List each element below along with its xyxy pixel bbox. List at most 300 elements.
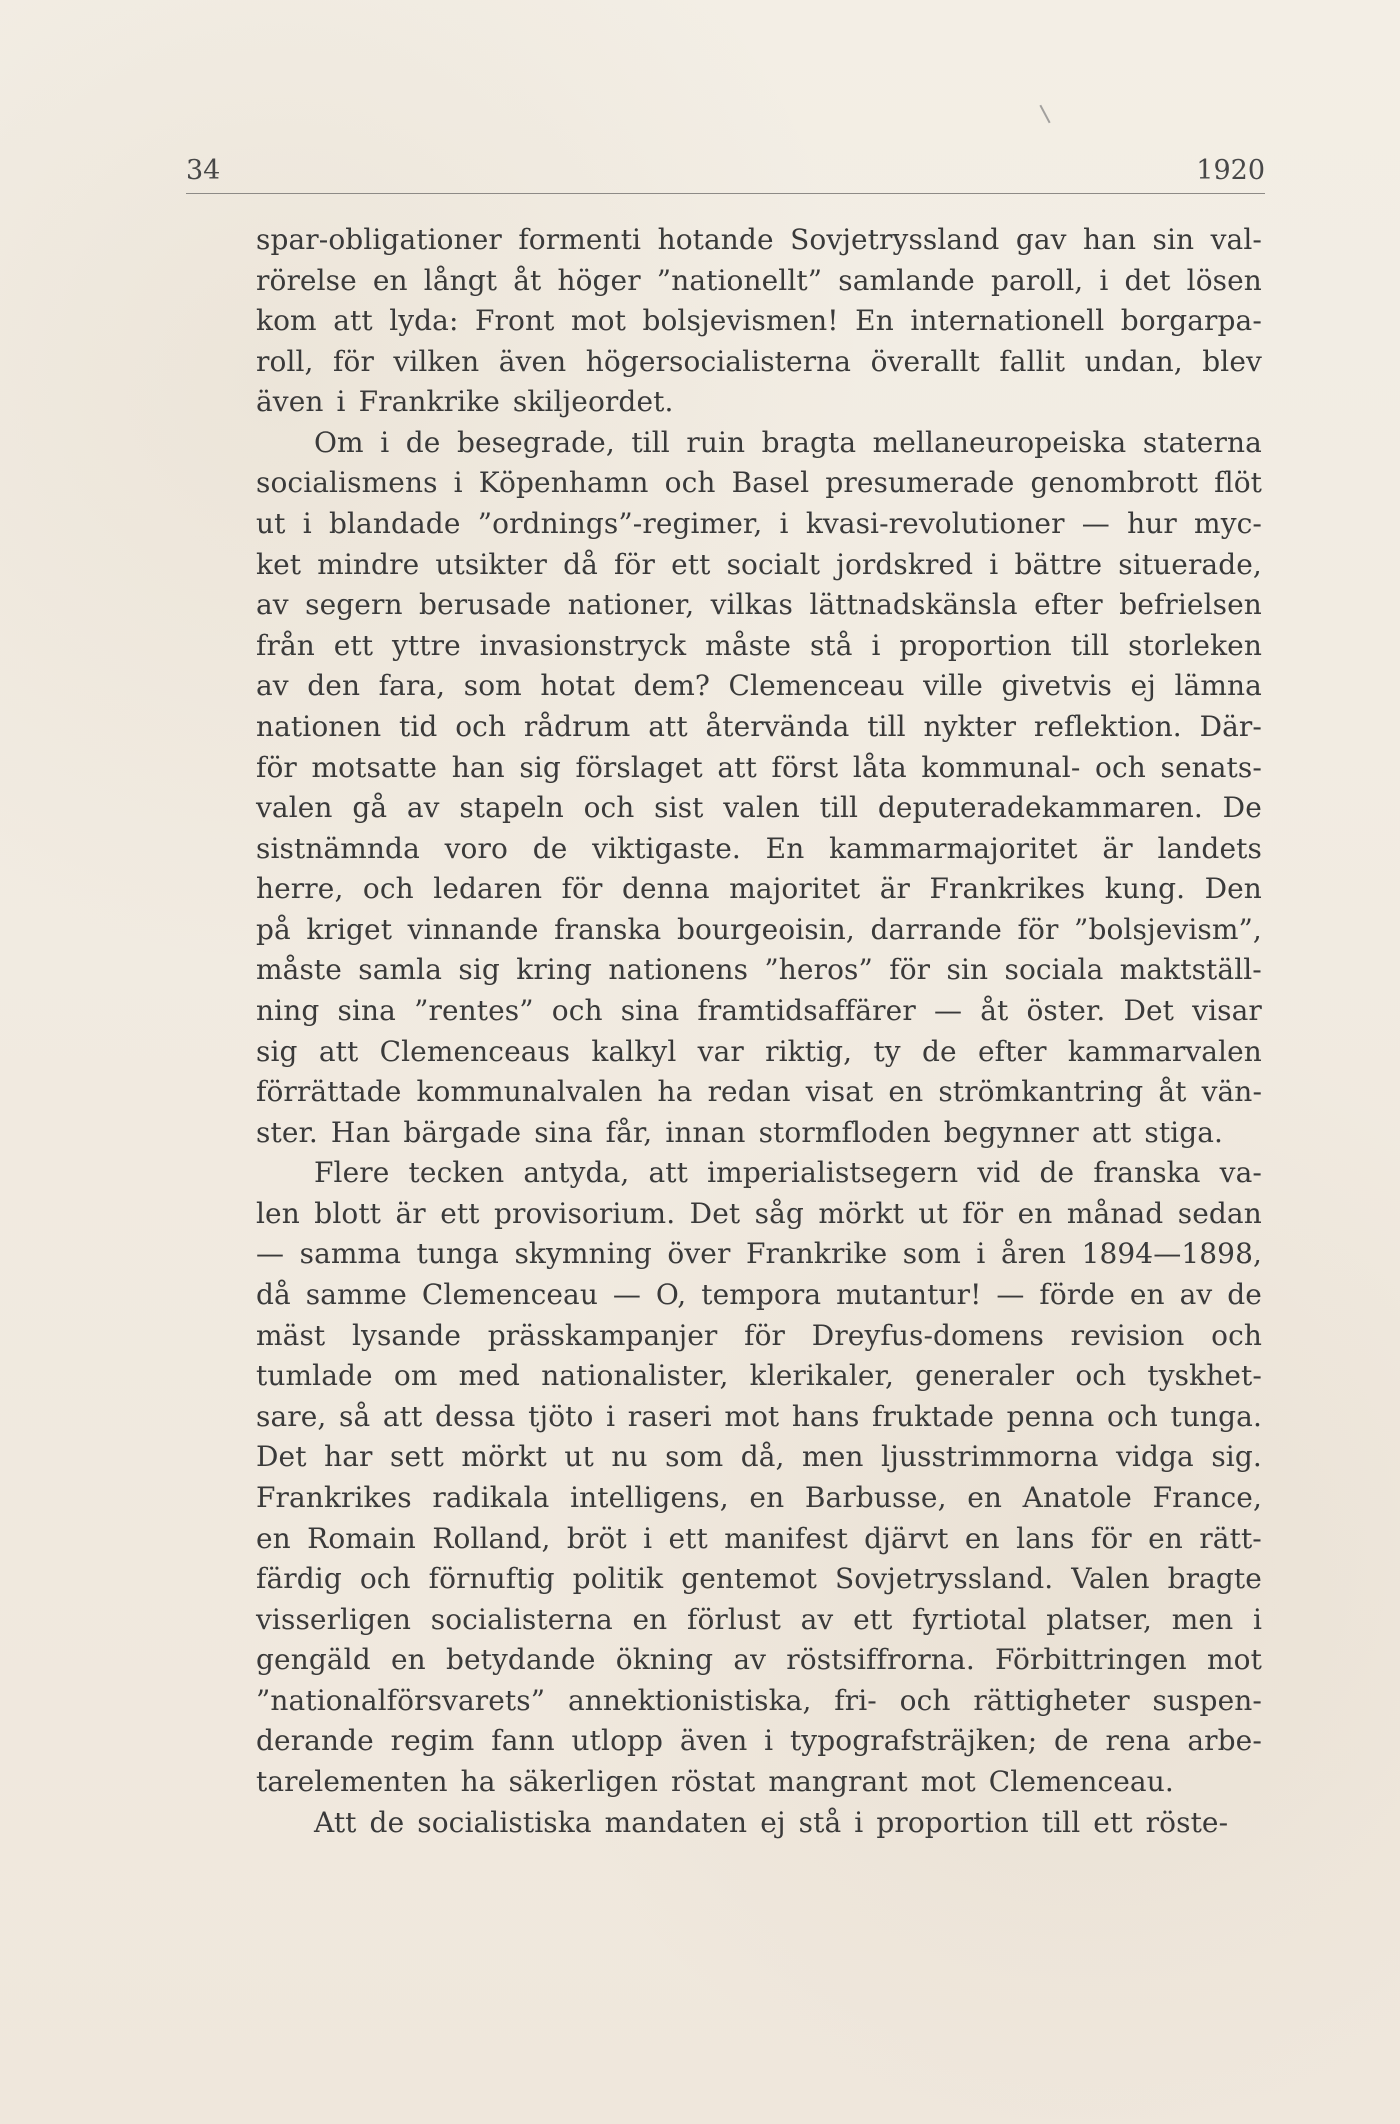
text-word: kammarvalen <box>1067 1034 1262 1068</box>
text-word: kring <box>516 953 593 987</box>
text-word: denna <box>621 872 710 906</box>
text-word: tarelementen <box>256 1764 448 1798</box>
text-word: med <box>458 1359 521 1393</box>
text-word: voro <box>444 831 508 865</box>
text-line <box>256 829 1262 870</box>
text-word: i <box>643 1521 653 1555</box>
text-word: ut <box>564 1440 594 1474</box>
text-word: Clemenceaus <box>379 1034 571 1068</box>
text-word: rådrum <box>523 709 631 743</box>
text-word: sina <box>337 993 396 1027</box>
text-word: segern <box>305 588 403 622</box>
text-word: stormfloden <box>758 1115 931 1149</box>
text-line <box>256 1437 1262 1478</box>
text-word: fara, <box>378 669 446 703</box>
text-word: ett <box>1093 1805 1133 1839</box>
text-word: höger <box>557 263 641 297</box>
text-line <box>256 1194 1262 1235</box>
text-word: genombrott <box>1030 466 1199 500</box>
text-word: Anatole <box>1022 1480 1132 1514</box>
text-line <box>256 910 1262 951</box>
text-word: — <box>1081 507 1110 541</box>
text-word: landets <box>1157 831 1262 865</box>
text-word: mindre <box>317 547 420 581</box>
text-word: men <box>1171 1602 1234 1636</box>
text-word: då <box>256 1278 291 1312</box>
text-word: en <box>964 1521 1000 1555</box>
text-word: mot <box>724 1399 780 1433</box>
text-word: Frankrikes <box>256 1480 412 1514</box>
page-header <box>186 155 1265 201</box>
text-word: raseri <box>627 1399 712 1433</box>
text-word: för <box>614 547 655 581</box>
text-word: en <box>1017 1196 1053 1230</box>
text-word: först <box>771 750 839 784</box>
text-word: hotande <box>657 223 774 256</box>
text-word: valen <box>723 791 800 825</box>
text-word: åt <box>1158 1075 1187 1109</box>
text-word: givetvis <box>1001 669 1112 703</box>
text-word: vinnande <box>407 912 539 946</box>
text-word: de <box>1054 1724 1089 1758</box>
text-word: i <box>380 425 390 459</box>
text-word: i <box>1252 1602 1262 1636</box>
text-word: och <box>664 466 716 500</box>
text-line <box>256 626 1262 667</box>
text-word: sina <box>620 993 680 1027</box>
text-word: samla <box>358 953 443 987</box>
text-word: staterna <box>1142 425 1262 459</box>
text-word: i <box>1099 263 1109 297</box>
text-word: om <box>393 1359 438 1393</box>
text-word: bragte <box>1167 1562 1262 1596</box>
text-word: sociala <box>1004 953 1104 987</box>
text-word: hotat <box>540 669 615 703</box>
text-word: nationalister, <box>541 1359 729 1393</box>
text-word: i <box>336 385 346 419</box>
text-line <box>256 1600 1262 1641</box>
text-word: för <box>561 872 603 906</box>
text-word: tjöto <box>528 1399 594 1433</box>
text-word: hur <box>1127 507 1177 541</box>
text-word: hans <box>791 1399 860 1433</box>
text-word: ville <box>923 669 983 703</box>
text-word: tid <box>399 709 438 743</box>
text-word: och <box>551 993 603 1027</box>
text-word: bourgeoisin, <box>676 912 855 946</box>
text-word: ett <box>671 547 711 581</box>
text-word: djärvt <box>864 1521 949 1555</box>
text-word: antyda, <box>523 1156 630 1190</box>
text-word: i <box>779 507 789 541</box>
text-word: socialt <box>726 547 821 581</box>
text-word: en <box>967 1480 1003 1514</box>
text-word: i <box>764 1724 774 1758</box>
text-word: efter <box>977 1034 1047 1068</box>
text-word: röste- <box>1145 1805 1229 1839</box>
text-word: den <box>307 669 361 703</box>
text-word: lättnadskänsla <box>809 588 1018 622</box>
text-word: vidga <box>1116 1440 1194 1474</box>
text-word: förrättade <box>256 1075 402 1109</box>
text-line <box>256 1640 1262 1681</box>
text-line <box>256 423 1262 464</box>
text-line <box>256 585 1262 626</box>
text-word: fann <box>491 1724 555 1758</box>
text-word: sin <box>1152 223 1195 256</box>
text-word: ”heros” <box>764 953 873 987</box>
text-word: — <box>612 1278 641 1312</box>
text-word: motsatte <box>311 750 438 784</box>
text-word: och <box>1075 1359 1127 1393</box>
text-word: Han <box>330 1115 391 1149</box>
text-word: ej <box>760 1805 786 1839</box>
text-word: Om <box>314 425 364 459</box>
text-word: återvända <box>705 709 850 743</box>
text-word: sig <box>458 953 500 987</box>
text-word: låta <box>852 750 907 784</box>
text-word: att <box>648 1156 688 1190</box>
text-word: deputeradekammaren. <box>877 791 1203 825</box>
text-word: de <box>921 1034 957 1068</box>
text-word: lämna <box>1174 669 1262 703</box>
text-word: Köpenhamn <box>478 466 649 500</box>
text-word: manifest <box>724 1521 848 1555</box>
text-word: i <box>302 507 312 541</box>
text-word: av <box>800 1602 834 1636</box>
text-word: tumlade <box>256 1359 373 1393</box>
text-word: ut <box>918 1196 948 1230</box>
text-word: samma <box>299 1237 401 1271</box>
text-word: dem? <box>633 669 710 703</box>
text-word: besegrade, <box>456 425 615 459</box>
text-word: och <box>1211 1318 1262 1352</box>
text-word: att <box>333 304 373 338</box>
text-word: gå <box>352 791 388 825</box>
text-word: Att <box>314 1805 357 1839</box>
text-word: en <box>1148 1521 1183 1555</box>
text-word: sist <box>654 791 704 825</box>
text-word: ha <box>460 1764 496 1798</box>
text-line <box>256 1356 1262 1397</box>
text-word: — <box>933 993 963 1027</box>
text-word: Det <box>256 1440 307 1474</box>
text-word: för <box>256 750 297 784</box>
text-word: i <box>871 628 881 662</box>
text-word: kung. <box>1104 872 1186 906</box>
text-word: för <box>1017 912 1059 946</box>
text-word: högersocialisterna <box>585 344 852 378</box>
text-word: innan <box>665 1115 746 1149</box>
text-line <box>256 463 1262 504</box>
text-word: utlopp <box>571 1724 664 1758</box>
text-word: visat <box>805 1075 874 1109</box>
text-word: nu <box>611 1440 648 1474</box>
text-word: så <box>339 1399 371 1433</box>
text-word: en <box>888 1075 924 1109</box>
text-word: socialismens <box>256 466 438 500</box>
body-text <box>256 220 1262 1843</box>
text-word: myc- <box>1194 507 1262 541</box>
text-word: i <box>606 1399 616 1433</box>
text-word: kommunal- <box>921 750 1081 784</box>
text-word: till <box>867 709 906 743</box>
text-word: vän- <box>1201 1075 1262 1109</box>
text-word: intelligens, <box>570 1480 729 1514</box>
text-word: ett <box>440 1196 480 1230</box>
text-word: Sovjetryssland. <box>834 1562 1054 1596</box>
text-word: nykter <box>923 709 1017 743</box>
text-word: mandaten <box>604 1805 748 1839</box>
text-word: blott <box>314 1196 382 1230</box>
text-word: imperialistsegern <box>707 1156 959 1190</box>
text-word: Frankrike <box>358 385 500 419</box>
text-word: strömkantring <box>938 1075 1144 1109</box>
text-word: till <box>631 425 670 459</box>
text-line <box>256 1153 1262 1194</box>
text-word: fruktade <box>872 1399 995 1433</box>
text-word: Clemenceau. <box>988 1764 1174 1798</box>
text-word: av <box>1179 1278 1213 1312</box>
margin-mark <box>1039 105 1050 124</box>
text-word: Sovjetryssland <box>790 223 1000 256</box>
text-word: begynner <box>943 1115 1079 1149</box>
text-word: bärgade <box>403 1115 522 1149</box>
text-word: vilken <box>393 344 480 378</box>
text-word: mörkt <box>461 1440 547 1474</box>
text-word: paroll, <box>990 263 1084 297</box>
text-word: Front <box>475 304 555 338</box>
text-word: berusade <box>419 588 552 622</box>
text-word: bröt <box>566 1521 627 1555</box>
text-word: dessa <box>435 1399 516 1433</box>
text-word: generaler <box>915 1359 1055 1393</box>
text-word: stapeln <box>459 791 564 825</box>
text-word: yttre <box>392 628 461 662</box>
text-word: — <box>996 1278 1025 1312</box>
text-word: tunga. <box>1170 1399 1262 1433</box>
text-word: i <box>976 1237 986 1271</box>
text-word: tecken <box>408 1156 505 1190</box>
text-line <box>256 1681 1262 1722</box>
text-word: förlust <box>687 1602 781 1636</box>
text-word: ”nationalförsvarets” <box>256 1683 546 1717</box>
text-word: platser, <box>1046 1602 1153 1636</box>
text-word: Basel <box>731 466 810 500</box>
text-word: O, <box>655 1278 687 1312</box>
text-word: för <box>889 953 931 987</box>
text-word: samme <box>305 1278 407 1312</box>
text-line <box>256 1478 1262 1519</box>
text-word: över <box>667 1237 731 1271</box>
text-word: France, <box>1152 1480 1262 1514</box>
text-line <box>256 1803 1262 1844</box>
text-word: måste <box>705 628 792 662</box>
text-word: sett <box>390 1440 444 1474</box>
text-word: proportion <box>899 628 1052 662</box>
text-word: de <box>405 425 441 459</box>
text-line <box>256 342 1262 383</box>
text-word: reflektion. <box>1033 709 1182 743</box>
text-line <box>256 1519 1262 1560</box>
text-word: de <box>1227 1278 1262 1312</box>
text-word: spar-obligationer <box>256 223 502 256</box>
text-word: ning <box>256 993 320 1027</box>
text-word: långt <box>423 263 498 297</box>
text-word: annektionistiska, <box>567 1683 812 1717</box>
text-word: åt <box>980 993 1009 1027</box>
text-line <box>256 382 1262 423</box>
text-word: röstsiffrorna. <box>786 1643 975 1677</box>
text-word: han <box>1083 223 1137 256</box>
text-word: är <box>395 1196 426 1230</box>
text-word: för <box>1090 1521 1132 1555</box>
text-word: sig <box>256 1034 298 1068</box>
text-word: lyda: <box>389 304 459 338</box>
text-word: va- <box>1219 1156 1262 1190</box>
text-line <box>256 1275 1262 1316</box>
text-word: kom <box>256 304 317 338</box>
text-word: och <box>362 872 414 906</box>
text-word: gav <box>1015 223 1067 256</box>
text-word: sin <box>946 953 989 987</box>
text-line <box>256 950 1262 991</box>
text-word: och <box>455 709 507 743</box>
text-line <box>256 545 1262 586</box>
text-word: till <box>1070 628 1110 662</box>
text-line <box>256 748 1262 789</box>
text-word: och <box>1095 750 1146 784</box>
text-line <box>256 991 1262 1032</box>
text-word: franska <box>1093 1156 1201 1190</box>
text-word: en <box>632 1602 668 1636</box>
text-word: för <box>744 1318 786 1352</box>
text-word: ljusstrimmorna <box>881 1440 1099 1474</box>
text-word: som <box>665 1440 724 1474</box>
text-word: av <box>406 791 440 825</box>
text-line <box>256 1032 1262 1073</box>
text-word: Valen <box>1071 1562 1150 1596</box>
text-word: de <box>1039 1156 1075 1190</box>
text-word: undan, <box>1084 344 1183 378</box>
text-word: får, <box>605 1115 653 1149</box>
text-word: överallt <box>870 344 980 378</box>
text-line <box>256 1721 1262 1762</box>
text-word: öster. <box>1026 993 1106 1027</box>
text-word: stå <box>798 1805 842 1839</box>
text-word: arbe- <box>1187 1724 1262 1758</box>
text-word: för <box>333 344 374 378</box>
text-word: även <box>498 344 567 378</box>
text-word: maktställ- <box>1119 953 1262 987</box>
text-word: av <box>256 588 289 622</box>
text-word: sare, <box>256 1399 327 1433</box>
text-line <box>256 1113 1262 1154</box>
text-word: var <box>697 1034 744 1068</box>
text-word: visar <box>1192 993 1262 1027</box>
text-line <box>256 788 1262 829</box>
text-word: len <box>256 1196 300 1230</box>
text-word: kriget <box>306 912 393 946</box>
text-word: valen <box>256 791 333 825</box>
text-word: internationell <box>910 304 1105 338</box>
text-word: senats- <box>1160 750 1262 784</box>
text-word: ut <box>256 507 286 541</box>
text-word: såg <box>754 1196 804 1230</box>
text-word: rörelse <box>256 263 357 297</box>
text-word: tempora <box>701 1278 822 1312</box>
text-word: bolsjevismen! <box>642 304 839 338</box>
text-word: storleken <box>1128 628 1262 662</box>
text-word: månad <box>1066 1196 1164 1230</box>
text-word: majoritet <box>729 872 861 906</box>
text-word: till <box>1041 1805 1081 1839</box>
text-word: derande <box>256 1724 374 1758</box>
text-word: revision <box>1070 1318 1185 1352</box>
text-word: situerade, <box>1118 547 1262 581</box>
text-word: Frankrike <box>745 1237 888 1271</box>
text-word: utsikter <box>435 547 547 581</box>
text-word: stiga. <box>1144 1115 1224 1149</box>
text-word: mellaneuropeiska <box>872 425 1127 459</box>
text-word: röstat <box>671 1764 756 1798</box>
text-word: sig <box>519 750 561 784</box>
text-word: proportion <box>876 1805 1029 1839</box>
text-word: vid <box>977 1156 1021 1190</box>
text-line <box>256 301 1262 342</box>
text-word: socialisterna <box>430 1602 613 1636</box>
text-word: att <box>382 1399 423 1433</box>
text-word: betydande <box>445 1643 596 1677</box>
text-word: till <box>819 791 859 825</box>
text-word: formenti <box>518 223 642 256</box>
text-word: sina <box>534 1115 593 1149</box>
text-word: de <box>532 831 568 865</box>
text-word: flöt <box>1214 466 1262 500</box>
text-word: en <box>390 1643 426 1677</box>
text-word: Frankrikes <box>929 872 1086 906</box>
text-word: och <box>899 1683 951 1717</box>
text-word: ty <box>873 1034 901 1068</box>
text-word: gengäld <box>256 1643 371 1677</box>
text-word: förslaget <box>575 750 703 784</box>
text-word: är <box>879 872 911 906</box>
text-word: ”rentes” <box>414 993 534 1027</box>
text-line <box>256 1316 1262 1357</box>
text-word: efter <box>1034 588 1103 622</box>
text-line <box>256 666 1262 707</box>
text-word: även <box>256 385 324 419</box>
text-word: att <box>318 1034 359 1068</box>
text-line <box>256 707 1262 748</box>
text-word: det <box>1124 263 1171 297</box>
text-word: i <box>854 1805 864 1839</box>
text-word: mangrant <box>768 1764 908 1798</box>
text-line <box>256 261 1262 302</box>
text-word: ej <box>1130 669 1156 703</box>
text-word: borgarpa- <box>1120 304 1262 338</box>
text-word: befrielsen <box>1119 588 1262 622</box>
text-word: ledaren <box>433 872 543 906</box>
text-line <box>256 1559 1262 1600</box>
text-word: fri- <box>834 1683 877 1717</box>
text-word: ket <box>256 547 302 581</box>
text-word: En <box>765 831 805 865</box>
text-word: sedan <box>1177 1196 1262 1230</box>
text-word: för <box>962 1196 1004 1230</box>
text-word: Flere <box>314 1156 390 1190</box>
text-word: rättigheter <box>973 1683 1130 1717</box>
